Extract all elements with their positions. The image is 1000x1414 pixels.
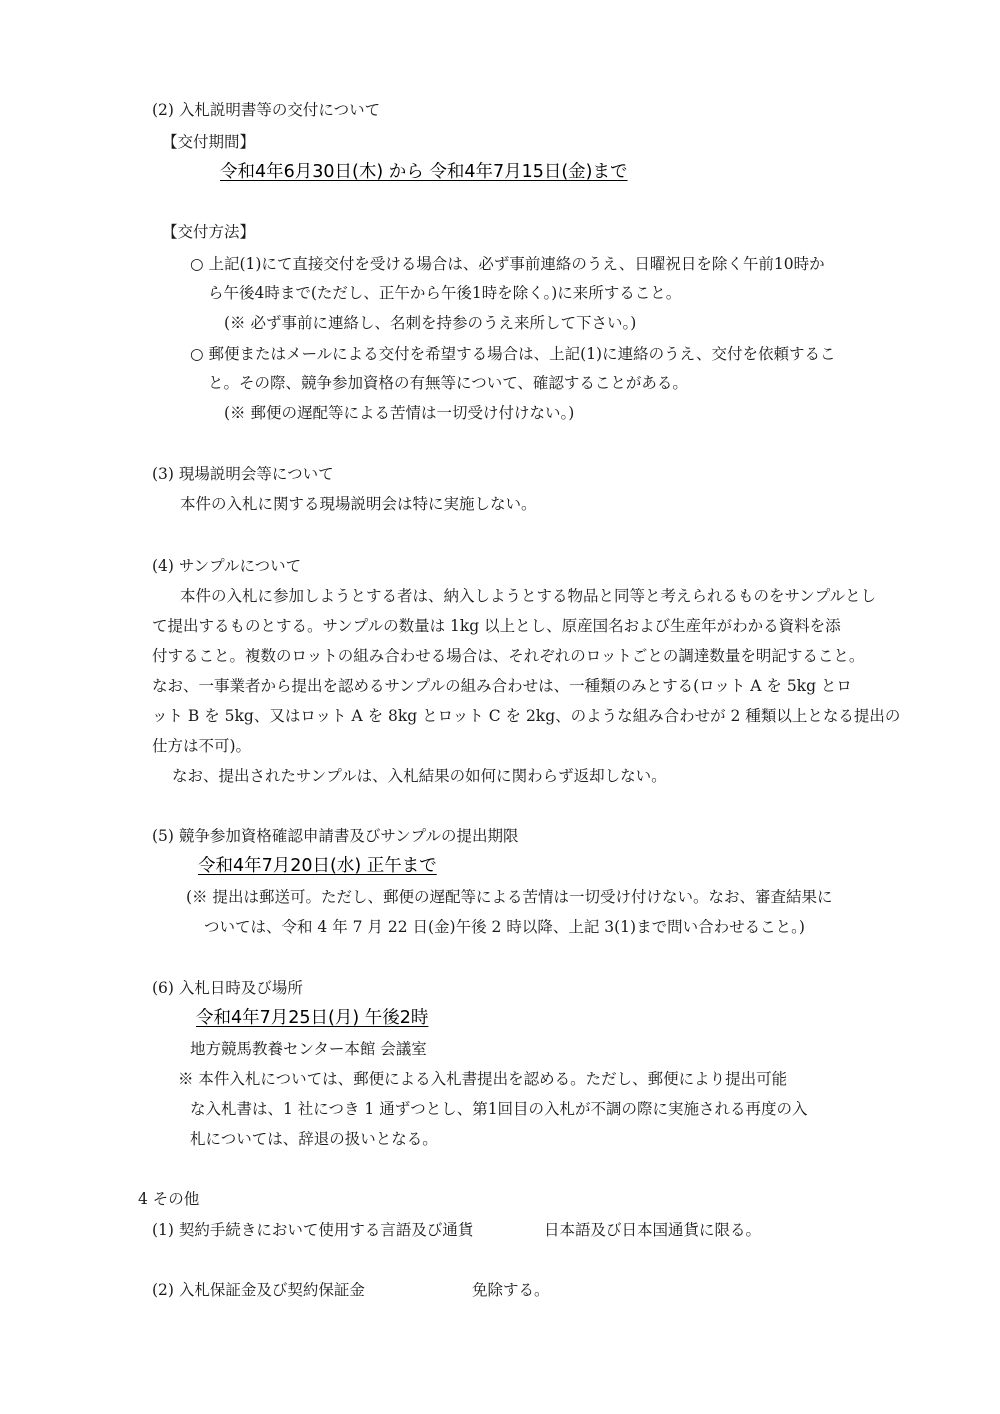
issue-method-item-1-note: (※ 必ず事前に連絡し、名刺を持参のうえ来所して下さい。): [224, 314, 637, 332]
other-item-2-value: 免除する。: [472, 1281, 550, 1299]
issue-method-item-2-note: (※ 郵便の遅配等による苦情は一切受け付けない。): [224, 404, 575, 422]
section-6-heading: (6) 入札日時及び場所: [152, 979, 303, 997]
section-4-paragraph-line-1: 本件の入札に参加しようとする者は、納入しようとする物品と同等と考えられるものをサンプルとし: [180, 587, 877, 605]
other-heading: 4 その他: [138, 1190, 200, 1208]
issue-method-item-2-line-2: と。その際、競争参加資格の有無等について、確認することがある。: [208, 374, 688, 392]
issue-method-item-1-line-2: ら午後4時まで(ただし、正午から午後1時を除く。)に来所すること。: [208, 284, 682, 302]
section-4-heading: (4) サンプルについて: [152, 557, 302, 575]
section-5-heading: (5) 競争参加資格確認申請書及びサンプルの提出期限: [152, 827, 519, 845]
section-3-heading: (3) 現場説明会等について: [152, 465, 334, 483]
section-4-paragraph-line-3: 付すること。複数のロットの組み合わせる場合は、それぞれのロットごとの調達数量を明記すること。: [152, 647, 865, 665]
bid-datetime: 令和4年7月25日(月) 午後2時: [196, 1008, 429, 1028]
section-3-body: 本件の入札に関する現場説明会は特に実施しない。: [180, 495, 537, 513]
issue-method-label: 【交付方法】: [162, 223, 256, 241]
section-4-paragraph-line-4: なお、一事業者から提出を認めるサンプルの組み合わせは、一種類のみとする(ロット A を 5kg とロ: [152, 677, 852, 695]
section-6-note-line-2: な入札書は、1 社につき 1 通ずつとし、第1回目の入札が不調の際に実施される再度の入: [190, 1100, 808, 1118]
section-4-paragraph-line-5: ット B を 5kg、又はロット A を 8kg とロット C を 2kg、のような組み合わせが 2 種類以上となる提出の: [152, 707, 901, 725]
issue-period-dates: 令和4年6月30日(木) から 令和4年7月15日(金)まで: [220, 162, 628, 182]
section-4-paragraph-line-6: 仕方は不可)。: [152, 737, 252, 755]
other-item-2-label: (2) 入札保証金及び契約保証金: [152, 1281, 365, 1299]
section-6-note-line-3: 札については、辞退の扱いとなる。: [190, 1130, 438, 1148]
submission-deadline: 令和4年7月20日(水) 正午まで: [198, 856, 437, 876]
issue-method-item-1-line-1: ○ 上記(1)にて直接交付を受ける場合は、必ず事前連絡のうえ、日曜祝日を除く午前10時か: [190, 255, 825, 273]
section-6-note-line-1: ※ 本件入札については、郵便による入札書提出を認める。ただし、郵便により提出可能: [178, 1070, 788, 1088]
issue-method-item-2-line-1: ○ 郵便またはメールによる交付を希望する場合は、上記(1)に連絡のうえ、交付を依頼するこ: [190, 345, 836, 363]
bid-place: 地方競馬教養センター本館 会議室: [190, 1040, 427, 1058]
issue-period-label: 【交付期間】: [162, 133, 256, 151]
section-4-paragraph-line-2: て提出するものとする。サンプルの数量は 1kg 以上とし、原産国名および生産年がわかる資料を添: [152, 617, 841, 635]
section-5-note-line-2: ついては、令和 4 年 7 月 22 日(金)午後 2 時以降、上記 3(1)まで問い合わせること。): [204, 918, 805, 936]
other-item-1-value: 日本語及び日本国通貨に限る。: [544, 1221, 762, 1239]
section-2-heading: (2) 入札説明書等の交付について: [152, 101, 381, 119]
section-5-note-line-1: (※ 提出は郵送可。ただし、郵便の遅配等による苦情は一切受け付けない。なお、審査結果に: [186, 888, 833, 906]
section-4-paragraph-2: なお、提出されたサンプルは、入札結果の如何に関わらず返却しない。: [172, 767, 667, 785]
other-item-1-label: (1) 契約手続きにおいて使用する言語及び通貨: [152, 1221, 474, 1239]
